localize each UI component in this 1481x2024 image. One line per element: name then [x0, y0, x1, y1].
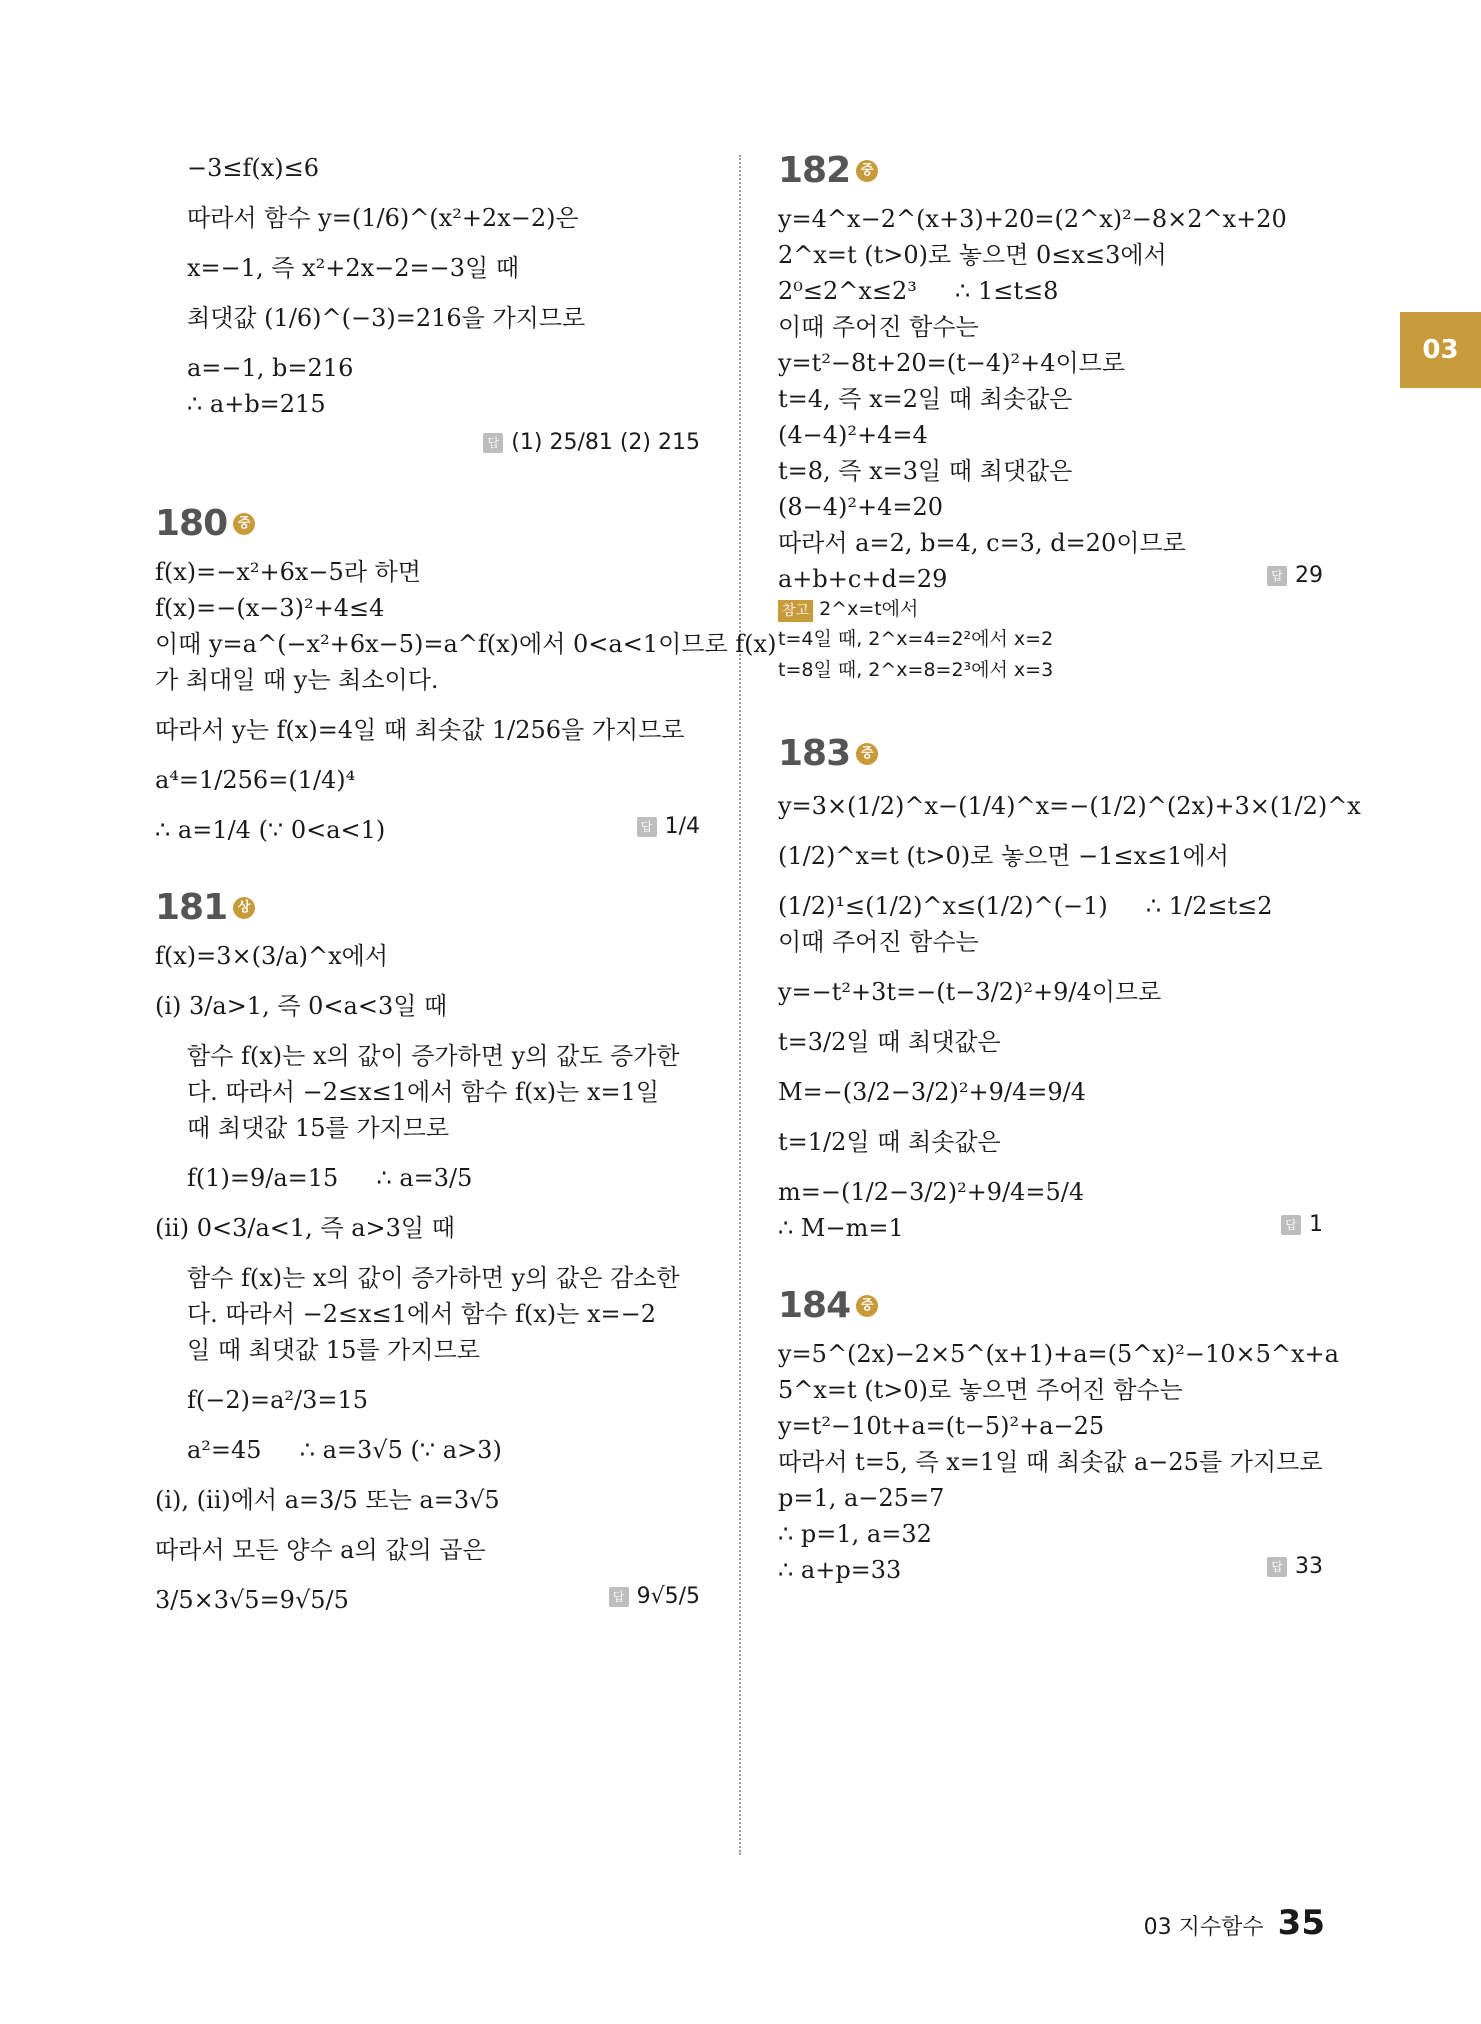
solution-line: 따라서 y는 f(x)=4일 때 최솟값 1/256을 가지므로 [155, 716, 685, 744]
solution-line: 따라서 함수 y=(1/6)^(x²+2x−2)은 [187, 204, 579, 232]
solution-line: a²=45 ∴ a=3√5 (∵ a>3) [187, 1436, 502, 1464]
problem-182 [778, 150, 1323, 685]
solution-line: (i) 3/a>1, 즉 0<a<3일 때 [155, 992, 448, 1020]
answer-value: 29 [1295, 563, 1323, 588]
problem-183 [778, 733, 1361, 1243]
solution-line: M=−(3/2−3/2)²+9/4=9/4 [778, 1078, 1086, 1107]
solution-line: 최댓값 (1/6)^(−3)=216을 가지므로 [187, 304, 586, 332]
solution-line: ∴ M−m=1 [778, 1214, 904, 1243]
solution-line: (8−4)²+4=20 [778, 493, 944, 521]
solution-line: t=3/2일 때 최댓값은 [778, 1028, 1001, 1057]
answer [155, 430, 700, 455]
answer-value: (1) 25/81 (2) 215 [511, 430, 700, 455]
note-line [778, 594, 1323, 624]
difficulty-badge: 중 [856, 160, 878, 182]
solution-line: ∴ a+b=215 [187, 390, 326, 418]
solution-line: ∴ a+p=33 [778, 1556, 902, 1585]
problem-header [155, 887, 700, 928]
solution-line: y=4^x−2^(x+3)+20=(2^x)²−8×2^x+20 [778, 205, 1287, 233]
answer-icon: 답 [1267, 1557, 1287, 1577]
answer-value: 1/4 [664, 814, 700, 839]
solution-line: 5^x=t (t>0)로 놓으면 주어진 함수는 [778, 1376, 1183, 1405]
solution-line: 다. 따라서 −2≤x≤1에서 함수 f(x)는 x=−2 [187, 1300, 656, 1328]
problem-number: 184 [778, 1285, 851, 1327]
answer-icon: 답 [1281, 1215, 1301, 1235]
note-line: t=8일 때, 2^x=8=2³에서 x=3 [778, 658, 1054, 681]
solution-line: f(x)=−(x−3)²+4≤4 [155, 594, 385, 622]
solution-line: t=8, 즉 x=3일 때 최댓값은 [778, 457, 1073, 485]
problem-header [778, 1285, 1323, 1326]
solution-line: 다. 따라서 −2≤x≤1에서 함수 f(x)는 x=1일 [187, 1078, 660, 1106]
answer-icon: 답 [483, 433, 503, 453]
problem-number: 180 [155, 503, 228, 544]
solution-line: 3/5×3√5=9√5/5 [155, 1586, 349, 1614]
solution-line: t=1/2일 때 최솟값은 [778, 1128, 1001, 1157]
solution-line: (1/2)^x=t (t>0)로 놓으면 −1≤x≤1에서 [778, 842, 1229, 871]
solution-line: y=t²−8t+20=(t−4)²+4이므로 [778, 349, 1126, 377]
solution-line: a⁴=1/256=(1/4)⁴ [155, 766, 356, 794]
solution-line: 따라서 모든 양수 a의 값의 곱은 [155, 1536, 486, 1564]
solution-line: ∴ p=1, a=32 [778, 1520, 932, 1549]
column-divider [739, 155, 741, 1855]
solution-line: f(−2)=a²/3=15 [187, 1386, 369, 1414]
solution-line: y=−t²+3t=−(t−3/2)²+9/4이므로 [778, 978, 1162, 1007]
solution-line: 이때 주어진 함수는 [778, 928, 979, 957]
problem-number: 181 [155, 887, 228, 928]
solution-line: t=4, 즉 x=2일 때 최솟값은 [778, 385, 1073, 413]
solution-line: p=1, a−25=7 [778, 1484, 945, 1513]
solution-line: f(1)=9/a=15 ∴ a=3/5 [187, 1164, 473, 1192]
answer-icon: 답 [1267, 566, 1287, 586]
solution-line: ∴ a=1/4 (∵ 0<a<1) [155, 816, 386, 844]
solution-line: 일 때 최댓값 15를 가지므로 [187, 1336, 480, 1364]
answer-icon: 답 [609, 1587, 629, 1607]
problem-181 [155, 887, 700, 1614]
page-footer [1144, 1903, 1325, 1943]
footer-chapter: 03 지수함수 [1143, 1915, 1264, 1940]
note-text: 2^x=t에서 [819, 598, 919, 620]
solution-line: 이때 주어진 함수는 [778, 313, 979, 341]
right-column [778, 150, 1361, 1585]
page-number: 35 [1277, 1903, 1325, 1943]
solution-line: (1/2)¹≤(1/2)^x≤(1/2)^(−1) ∴ 1/2≤t≤2 [778, 892, 1273, 921]
reference-note [778, 594, 1323, 685]
answer-value: 33 [1295, 1554, 1323, 1580]
solution-line: a+b+c+d=29 [778, 565, 948, 593]
solution-line: y=5^(2x)−2×5^(x+1)+a=(5^x)²−10×5^x+a [778, 1340, 1339, 1369]
solution-line: f(x)=−x²+6x−5라 하면 [155, 558, 421, 586]
solution-line: y=t²−10t+a=(t−5)²+a−25 [778, 1412, 1105, 1441]
solution-line: 이때 y=a^(−x²+6x−5)=a^f(x)에서 0<a<1이므로 f(x) [155, 630, 777, 658]
difficulty-badge: 중 [233, 513, 255, 535]
solution-line: 2^x=t (t>0)로 놓으면 0≤x≤3에서 [778, 241, 1167, 269]
problem-number: 183 [778, 733, 851, 775]
solution-line: (4−4)²+4=4 [778, 421, 928, 449]
solution-line: −3≤f(x)≤6 [187, 154, 320, 182]
solution-line: 따라서 t=5, 즉 x=1일 때 최솟값 a−25를 가지므로 [778, 1448, 1323, 1477]
solution-line: 2⁰≤2^x≤2³ ∴ 1≤t≤8 [778, 277, 1059, 305]
problem-184 [778, 1285, 1339, 1585]
problem-header [778, 733, 1323, 774]
problem-number: 182 [778, 150, 851, 191]
difficulty-badge: 중 [856, 743, 878, 765]
solution-line: (i), (ii)에서 a=3/5 또는 a=3√5 [155, 1486, 500, 1514]
solution-line: f(x)=3×(3/a)^x에서 [155, 942, 389, 970]
continued-solution [155, 150, 700, 455]
note-line: t=4일 때, 2^x=4=2²에서 x=2 [778, 628, 1054, 651]
solution-line: 가 최대일 때 y는 최소이다. [155, 666, 439, 694]
solution-line: 함수 f(x)는 x의 값이 증가하면 y의 값도 증가한 [187, 1042, 680, 1070]
note-tag: 참고 [778, 600, 813, 622]
solution-line: y=3×(1/2)^x−(1/4)^x=−(1/2)^(2x)+3×(1/2)^x [778, 792, 1361, 821]
solution-line: 함수 f(x)는 x의 값이 증가하면 y의 값은 감소한 [187, 1264, 680, 1292]
problem-180 [155, 503, 777, 844]
chapter-tab: 03 [1400, 312, 1481, 388]
answer-value: 1 [1309, 1212, 1323, 1238]
problem-header [155, 503, 700, 544]
left-column [155, 150, 777, 1614]
solution-line: x=−1, 즉 x²+2x−2=−3일 때 [187, 254, 520, 282]
solution-line: (ii) 0<3/a<1, 즉 a>3일 때 [155, 1214, 455, 1242]
solution-line: 따라서 a=2, b=4, c=3, d=20이므로 [778, 529, 1186, 557]
problem-header [778, 150, 1323, 191]
answer-value: 9√5/5 [636, 1584, 700, 1609]
difficulty-badge: 상 [233, 897, 255, 919]
solution-line: a=−1, b=216 [187, 354, 354, 382]
solution-line: m=−(1/2−3/2)²+9/4=5/4 [778, 1178, 1085, 1207]
answer-icon: 답 [637, 817, 657, 837]
difficulty-badge: 중 [856, 1295, 878, 1317]
solution-line: 때 최댓값 15를 가지므로 [187, 1114, 450, 1142]
